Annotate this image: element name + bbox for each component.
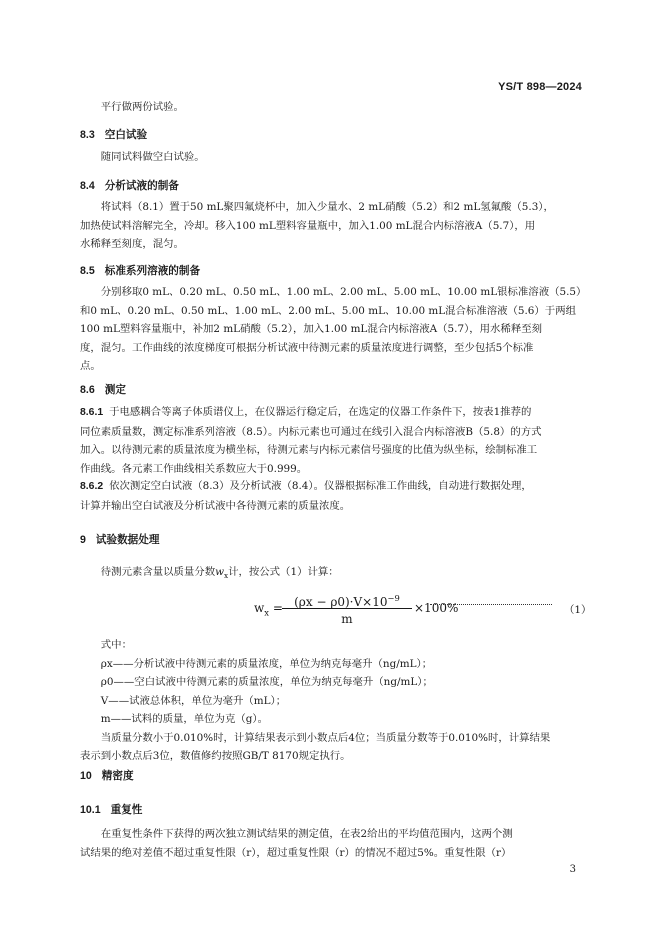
formula-numerator (282, 588, 412, 608)
text-line: 度，混匀。工作曲线的浓度梯度可根据分析试液中待测元素的质量浓度进行调整，至少包括5个标准 (80, 341, 534, 354)
variable-def: ρx——分析试液中待测元素的质量浓度，单位为纳克每毫升（ng/mL）； (100, 657, 433, 670)
variable-subscript: x (224, 571, 229, 581)
text-line: 100 mL塑料容量瓶中，补加2 mL硝酸（5.2），加入1.00 mL混合内标溶液A（5.7），用水稀释至刻 (80, 323, 543, 335)
intro-text: 计，按公式（1）计算： (228, 566, 339, 578)
heading-8-5 (80, 263, 200, 278)
text-line: 水稀释至刻度，混匀。 (80, 238, 184, 250)
text-line: 在重复性条件下获得的两次独立测试结果的测定值，在表2给出的平均值范围内，这两个测 (100, 828, 513, 840)
section-number: 10 (80, 770, 92, 782)
section-number: 8.5 (80, 265, 95, 277)
section-number: 8.6 (80, 384, 95, 396)
section-number: 9 (80, 534, 86, 546)
formula-lhs-symbol: w (254, 601, 265, 615)
formula-numerator-text: (ρx − ρ0)·V×10 (294, 595, 388, 609)
variable-def: ρ0——空白试液中待测元素的质量浓度，单位为纳克每毫升（ng/mL）； (100, 676, 433, 688)
formula-rhs: ×100% (414, 601, 459, 615)
variable-def: m——试料的质量，单位为克（g）。 (100, 713, 268, 725)
text-line (80, 477, 585, 497)
paragraph-8-3 (80, 148, 585, 167)
text-line: 同位素质量数，测定标准系列溶液（8.5）。内标元素也可通过在线引入混合内标溶液B（5.8）的方式 (80, 425, 542, 438)
text-line: 表示到小数点后3位，数值修约按照GB/T 8170规定执行。 (80, 750, 351, 762)
text-line: 和0 mL、0.20 mL、0.50 mL、1.00 mL、2.00 mL、5.00 mL、10.00 mL混合标准溶液（5.6）于两组 (80, 304, 576, 317)
text-line (80, 403, 585, 423)
section-title: 测定 (104, 384, 126, 396)
text-line: 分别移取0 mL、0.20 mL、0.50 mL、1.00 mL、2.00 mL、5.00 mL、10.00 mL银标准溶液（5.5） (100, 286, 587, 298)
text-line: 计算并输出空白试液及分析试液中各待测元素的质量浓度。 (80, 499, 351, 512)
clause-text: 于电感耦合等离子体质谱仪上，在仪器运行稳定后，在选定的仪器工作条件下，按表1推荐的 (109, 406, 532, 418)
text-line: 试结果的绝对差值不超过重复性限（r），超过重复性限（r）的情况不超过5%。重复性限（r） (80, 846, 512, 859)
section-number: 8.3 (80, 129, 95, 141)
clause-text: 依次测定空白试液（8.3）及分析试液（8.4）。仪器根据标准工作曲线，自动进行数据处理， (109, 480, 532, 492)
text-line: 加热使试料溶解完全，冷却。移入100 mL塑料容量瓶中，加入1.00 mL混合内标溶液A（5.7），用 (80, 219, 536, 232)
text-line: 将试料（8.1）置于50 mL聚四氟烧杯中，加入少量水、2 mL硝酸（5.2）和2 mL氢氟酸（5.3）， (100, 201, 554, 213)
heading-8-4 (80, 178, 179, 193)
paragraph-9-intro (80, 563, 585, 586)
heading-9 (80, 532, 159, 547)
section-title: 标准系列溶液的制备 (104, 265, 201, 277)
leader-dots (430, 604, 552, 605)
paragraph-8-5 (80, 283, 585, 376)
text-line: 作曲线。各元素工作曲线相关系数应大于0.999。 (80, 462, 308, 475)
where-label: 式中： (100, 639, 132, 651)
formula-exponent: −9 (387, 593, 400, 603)
equation-number: （1） (564, 604, 592, 616)
text-line: 当质量分数小于0.010%时，计算结果表示到小数点后4位；当质量分数等于0.010%时，计算结果 (100, 731, 551, 744)
paragraph-8-6-1 (80, 403, 585, 478)
paragraph-8-2-tail (80, 98, 585, 117)
text-line: 加入。以待测元素的质量浓度为横坐标，待测元素与内标元素信号强度的比值为纵坐标，绘制标准工 (80, 444, 538, 456)
formula-lhs (254, 601, 283, 617)
standard-code: YS/T 898—2024 (498, 81, 582, 93)
heading-10-1 (80, 802, 142, 817)
formula-lhs-subscript: x (264, 607, 270, 618)
paragraph-8-4 (80, 198, 585, 254)
section-number: 8.4 (80, 180, 95, 192)
text-line: 随同试料做空白试验。 (100, 151, 205, 163)
clause-number: 8.6.2 (80, 481, 104, 492)
heading-8-3 (80, 127, 147, 142)
text-line: 点。 (80, 360, 101, 372)
clause-number: 8.6.1 (80, 407, 104, 418)
formula-denominator: m (341, 612, 353, 626)
page-number: 3 (569, 864, 576, 875)
formula-equals: = (272, 601, 283, 615)
formula-1 (254, 588, 594, 634)
section-title: 试验数据处理 (95, 534, 160, 546)
paragraph-8-6-2 (80, 477, 585, 515)
heading-8-6 (80, 382, 126, 397)
formula-fraction (282, 588, 412, 629)
section-title: 分析试液的制备 (104, 180, 179, 192)
section-number: 10.1 (80, 804, 101, 816)
variable-definitions (80, 636, 585, 766)
section-title: 空白试验 (104, 129, 148, 141)
intro-text: 待测元素含量以质量分数 (100, 566, 216, 578)
section-title: 重复性 (110, 804, 143, 816)
section-title: 精密度 (101, 770, 134, 782)
paragraph-10-1 (80, 825, 585, 862)
heading-10 (80, 768, 134, 783)
variable-def: V——试液总体积，单位为毫升（mL）； (100, 694, 287, 707)
variable-w: w (215, 566, 224, 578)
text-line (80, 563, 585, 586)
text-line: 平行做两份试验。 (100, 101, 184, 113)
